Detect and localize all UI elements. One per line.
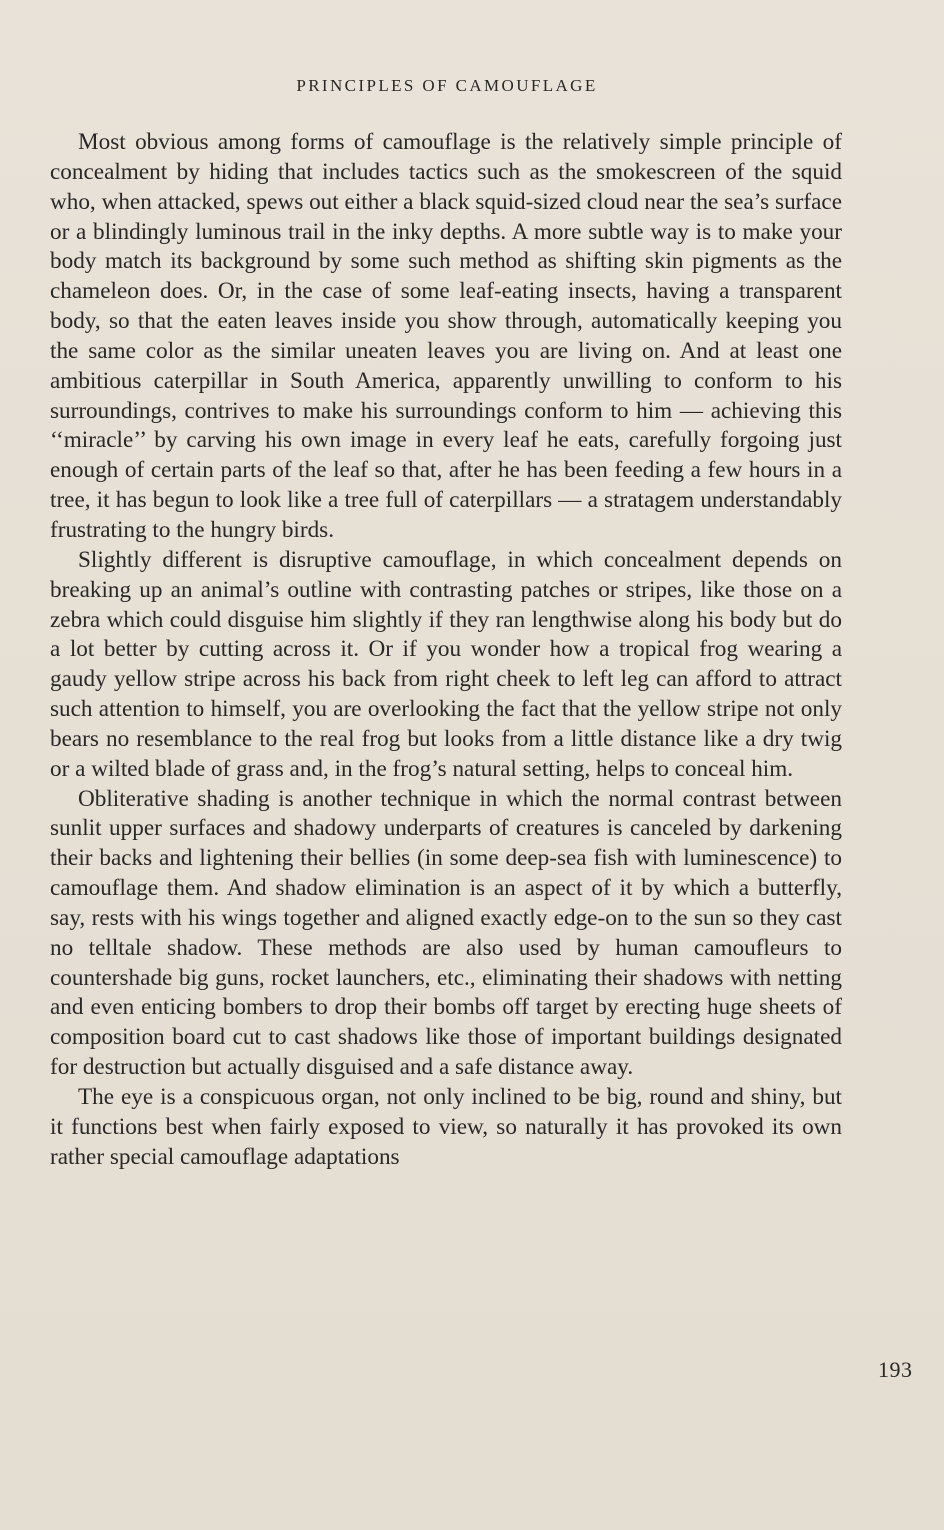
paragraph-hiding: Most obvious among forms of camouflage is the relatively simple principle of concealment by hiding that includes tactics such as the smokescreen of the squid who, when attacked, spews out either a black squid-sized cloud near the sea’s surface or a blindingly luminous trail in the inky depths. A more subtle way is to make your body match its background by some such method as shifting skin pigments as the chameleon does. Or, in the case of some leaf-eating insects, having a transparent body, so that the eaten leaves inside you show through, automatically keeping you the same color as the similar uneaten leaves you are living on. And at least one ambitious caterpillar in South America, apparently unwilling to conform to his surroundings, contrives to make his surroundings conform to him — achieving this ‘‘miracle’’ by carving his own image in every leaf he eats, carefully forgoing just enough of certain parts of the leaf so that, after he has been feeding a few hours in a tree, it has begun to look like a tree full of caterpillars — a stratagem understandably frustrating to the hungry birds.	[50, 129, 842, 543]
running-head: PRINCIPLES OF CAMOUFLAGE	[296, 76, 598, 95]
paragraph-eye: The eye is a conspicuous organ, not only inclined to be big, round and shiny, but it functions best when fairly exposed to view, so naturally it has provoked its own rather special camouflage adaptations	[50, 1084, 842, 1170]
paragraph-obliterative: Obliterative shading is another technique in which the normal contrast between sunlit upper surfaces and shadowy underparts of creatures is canceled by darkening their backs and lightening their bellies (in some deep-sea fish with luminescence) to camouflage them. And shadow elimination is an aspect of it by which a butterfly, say, rests with his wings together and aligned exactly edge-on to the sun so they cast no telltale shadow. These methods are also used by human camoufleurs to countershade big guns, rocket launchers, etc., eliminating their shadows with netting and even enticing bombers to drop their bombs off target by erecting huge sheets of composition board cut to cast shadows like those of important buildings designated for destruction but actually disguised and a safe distance away.	[50, 785, 842, 1081]
paragraph-disruptive: Slightly different is disruptive camouflage, in which concealment depends on breaking up an animal’s outline with contrasting patches or stripes, like those on a zebra which could disguise him slightly if they ran lengthwise along his body but do a lot better by cutting across it. Or if you wonder how a tropical frog wearing a gaudy yellow stripe across his back from right cheek to left leg can afford to attract such attention to himself, you are overlooking the fact that the yellow stripe not only bears no resemblance to the real frog but looks from a little distance like a dry twig or a wilted blade of grass and, in the frog’s natural setting, helps to conceal him.	[50, 546, 842, 782]
page-number: 193	[878, 1357, 913, 1382]
body-text	[50, 128, 842, 1173]
